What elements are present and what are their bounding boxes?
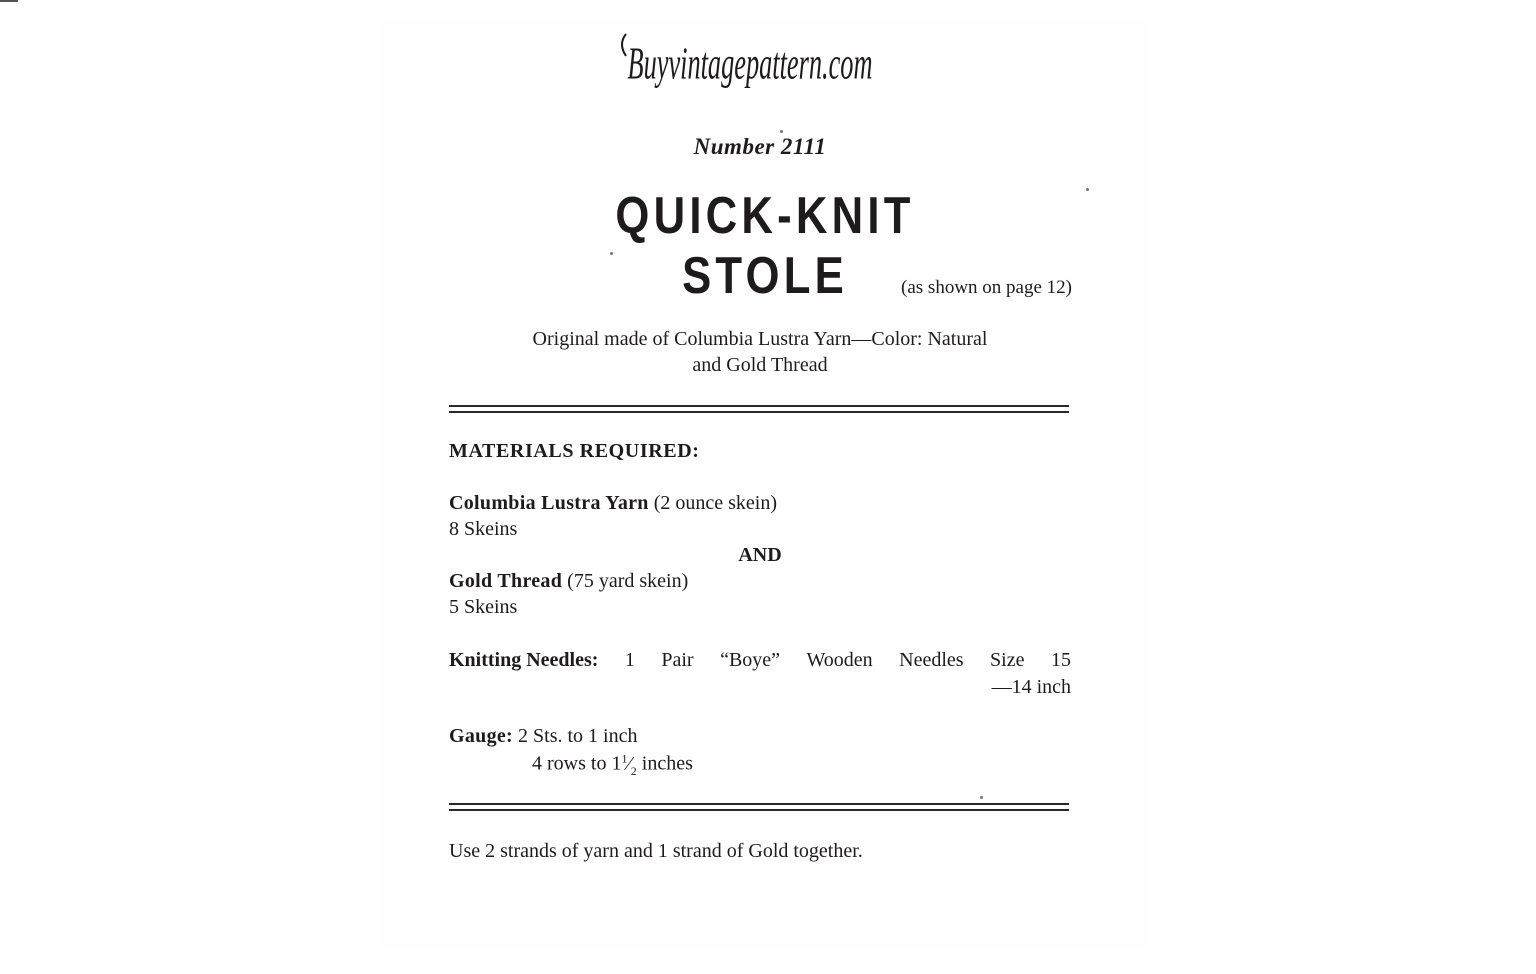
yarn-name: Columbia Lustra Yarn	[449, 492, 649, 514]
needles-word: Pair	[661, 649, 694, 671]
needles-word: “Boye”	[720, 649, 781, 671]
yarn-line	[449, 492, 777, 515]
site-logo-lettering	[560, 28, 940, 98]
needles-length: —14 inch	[991, 676, 1071, 698]
materials-heading: MATERIALS REQUIRED:	[449, 440, 700, 462]
gold-detail: (75 yard skein)	[567, 570, 689, 592]
gauge-rows	[532, 751, 693, 779]
paper-speck	[780, 130, 783, 133]
gold-line	[449, 570, 688, 593]
yarn-detail: (2 ounce skein)	[653, 492, 778, 514]
fraction-numerator: 1	[621, 751, 628, 765]
divider-bottom-1	[449, 803, 1069, 805]
needles-word: Size	[990, 649, 1025, 671]
pattern-number: Number 2111	[693, 134, 827, 159]
gauge-line	[449, 725, 637, 748]
divider-bottom-2	[449, 809, 1069, 811]
needles-word: Needles	[899, 649, 964, 671]
needles-line	[449, 649, 1071, 672]
corner-mark	[0, 0, 18, 2]
yarn-quantity: 8 Skeins	[449, 518, 518, 540]
needles-label: Knitting Needles:	[449, 649, 599, 671]
gauge-stitches: 2 Sts. to 1 inch	[518, 725, 638, 747]
gold-quantity: 5 Skeins	[449, 596, 518, 618]
gauge-rows-unit: inches	[641, 752, 693, 775]
original-yarn-note	[460, 326, 1060, 378]
gauge-label: Gauge:	[449, 725, 514, 747]
paper-speck	[980, 796, 983, 799]
gold-name: Gold Thread	[449, 570, 563, 592]
gauge-fraction: $^1⁄_2$	[621, 751, 637, 778]
paper-speck	[1086, 188, 1089, 191]
needles-word: 15	[1050, 649, 1071, 671]
gauge-rows-text: 4 rows to 1	[532, 752, 622, 775]
fraction-denominator: 2	[630, 763, 637, 778]
instruction-text: Use 2 strands of yarn and 1 strand of Gold together.	[449, 840, 863, 862]
needles-word: Wooden	[806, 649, 873, 671]
divider-top-1	[449, 405, 1069, 407]
site-logo	[560, 28, 940, 98]
pattern-title: QUICK-KNIT STOLE	[615, 187, 915, 305]
paper-speck	[610, 252, 613, 255]
and-separator: AND	[738, 544, 782, 566]
page-reference: (as shown on page 12)	[901, 277, 1072, 298]
svg-text:Buyvintagepattern.com: Buyvintagepattern.com	[627, 39, 873, 90]
original-line-1: Original made of Columbia Lustra Yarn—Color: Natural	[532, 328, 988, 350]
divider-top-2	[449, 411, 1069, 413]
original-line-2: and Gold Thread	[692, 354, 828, 376]
needles-word: 1	[624, 649, 635, 671]
